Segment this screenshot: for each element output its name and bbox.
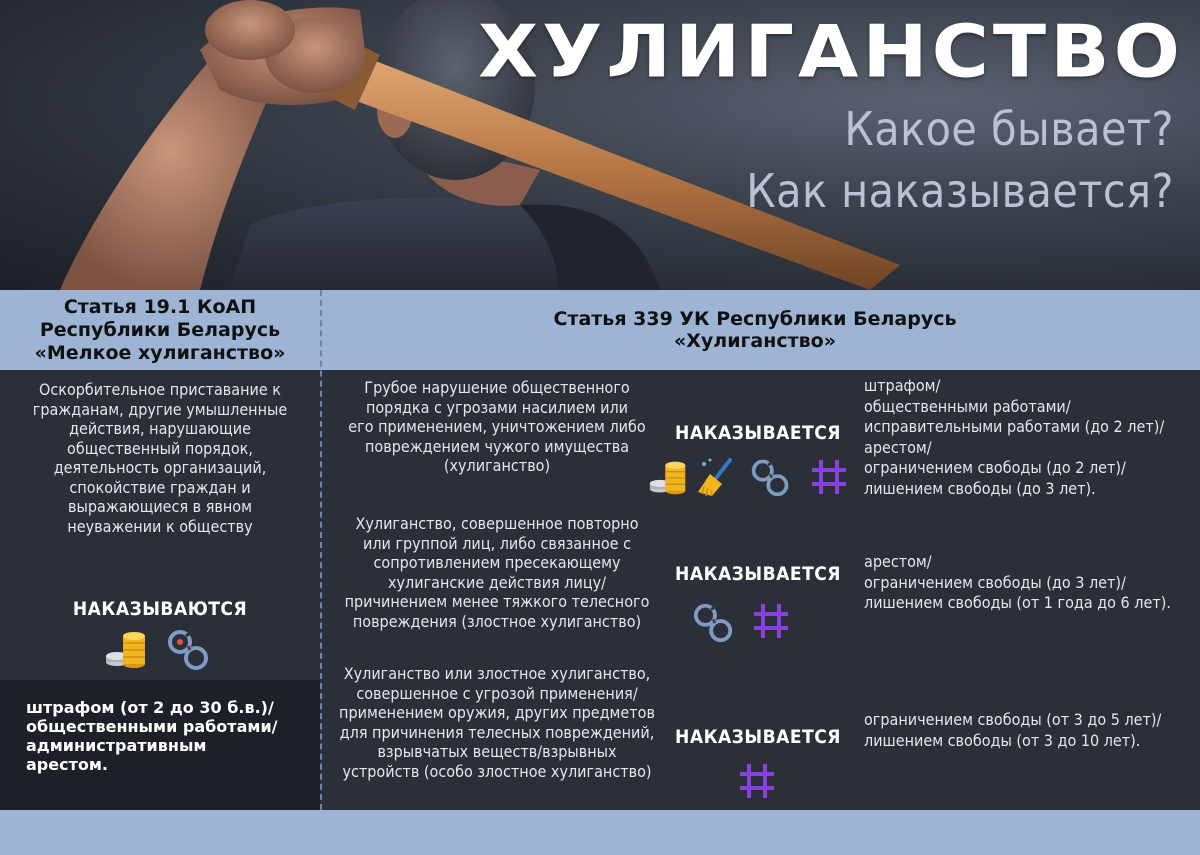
penalty-line: штрафом/ <box>864 376 941 395</box>
description-line: порядка с угрозами насилием или <box>365 397 629 417</box>
penalty-line: общественными работами/ <box>26 717 278 736</box>
penalty-line: лишением свободы (от 3 до 10 лет). <box>864 730 1141 750</box>
malicious-hooliganism-description <box>326 514 668 631</box>
article-339-heading <box>320 290 1200 370</box>
description-line: повреждением чужого имущества <box>364 436 630 456</box>
especially-malicious-hooliganism-description <box>326 664 668 781</box>
description-line: Грубое нарушение общественного <box>364 378 630 397</box>
penalty-line: арестом/ <box>864 552 932 571</box>
description-line: применением оружия, других предметов <box>339 703 655 722</box>
hero-title: ХУЛИГАНСТВО <box>478 11 1184 95</box>
hooliganism-penalties <box>864 376 1200 499</box>
description-line: (хулиганство) <box>443 456 551 475</box>
handcuffs-icon <box>166 626 212 672</box>
description-line: взрывчатых веществ/взрывных <box>377 742 617 761</box>
penalty-line: ограничением свободы (до 2 лет)/ <box>864 458 1126 477</box>
malicious-hooliganism-penalties <box>864 552 1200 614</box>
penalty-line: штрафом (от 2 до 30 б.в.)/ <box>26 698 274 717</box>
description-line: общественный порядок, <box>67 438 253 458</box>
description-line: Хулиганство, совершенное повторно <box>355 514 639 533</box>
prison-bars-icon <box>750 600 792 642</box>
penalty-line: лишением свободы (от 1 года до 6 лет). <box>864 593 1171 612</box>
description-line: его применением, уничтожением либо <box>348 417 646 436</box>
heading-line: Статья 339 УК Республики Беларусь <box>553 308 957 330</box>
hero-subtitle-1: Какое бывает? <box>844 102 1174 156</box>
penalty-line: лишением свободы (до 3 лет). <box>864 478 1096 498</box>
description-line: для причинения телесных повреждений, <box>339 722 655 742</box>
coins-icon <box>648 458 688 498</box>
description-line: неуважении к обществу <box>67 516 253 536</box>
description-line: повреждения (злостное хулиганство) <box>352 611 642 631</box>
description-line: действия, нарушающие <box>69 419 251 438</box>
hooliganism-description <box>326 378 668 476</box>
penalty-line: ограничением свободы (от 3 до 5 лет)/ <box>864 710 1162 729</box>
punishment-label: НАКАЗЫВАЕТСЯ <box>675 563 841 585</box>
article-19-1-heading <box>0 290 320 370</box>
penalty-line: ограничением свободы (до 3 лет)/ <box>864 572 1126 592</box>
punishment-label: НАКАЗЫВАЕТСЯ <box>675 726 841 748</box>
petty-hooliganism-penalties <box>0 680 320 810</box>
petty-hooliganism-description <box>10 380 310 536</box>
punishment-label: НАКАЗЫВАЕТСЯ <box>675 422 841 444</box>
handcuffs-icon <box>750 456 792 498</box>
description-line: гражданам, другие умышленные <box>32 399 288 419</box>
description-line: устройств (особо злостное хулиганство) <box>342 761 652 781</box>
description-line: совершенное с угрозой применения/ <box>356 683 638 703</box>
heading-line: Статья 19.1 КоАП <box>63 295 257 318</box>
especially-malicious-hooliganism-penalties <box>864 710 1200 751</box>
broom-icon <box>696 456 736 498</box>
description-line: или группой лиц, либо связанное с <box>362 533 632 553</box>
penalty-line: общественными работами/ <box>864 396 1071 416</box>
description-line: спокойствие граждан и <box>69 477 251 497</box>
hero-subtitle-2: Как наказывается? <box>746 164 1174 218</box>
penalty-line: административным <box>26 736 207 755</box>
heading-line: «Мелкое хулиганство» <box>34 341 286 364</box>
punishment-label: НАКАЗЫВАЮТСЯ <box>72 598 248 620</box>
description-line: деятельность организаций, <box>53 458 267 477</box>
penalty-line: арестом. <box>26 755 109 774</box>
hero-banner <box>0 0 1200 290</box>
handcuffs-icon <box>692 600 736 644</box>
description-line: хулиганские действия лицу/ <box>387 572 606 592</box>
description-line: выражающиеся в явном <box>68 497 252 516</box>
heading-line: «Хулиганство» <box>673 330 837 352</box>
heading-line: Республики Беларусь <box>39 318 281 341</box>
prison-bars-icon <box>736 760 778 802</box>
penalty-line: арестом/ <box>864 437 932 457</box>
description-line: Хулиганство или злостное хулиганство, <box>343 664 651 683</box>
article-header-band <box>0 290 1200 370</box>
prison-bars-icon <box>808 456 850 498</box>
description-line: сопротивлением пресекающему <box>373 553 621 572</box>
bottom-band <box>0 810 1200 855</box>
description-line: причинением менее тяжкого телесного <box>344 592 650 611</box>
description-line: Оскорбительное приставание к <box>39 380 281 399</box>
penalty-line: исправительными работами (до 2 лет)/ <box>864 417 1165 436</box>
coins-icon <box>104 628 148 672</box>
column-divider <box>320 290 322 810</box>
content-area <box>0 370 1200 810</box>
